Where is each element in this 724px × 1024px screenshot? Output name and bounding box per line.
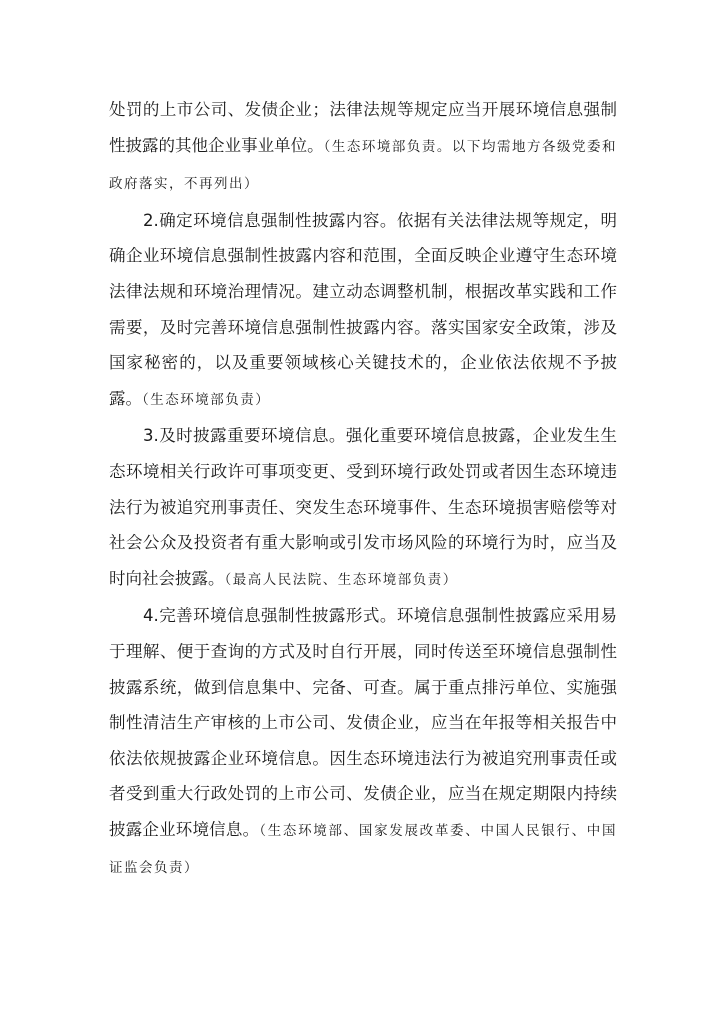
paragraph-text: 2.确定环境信息强制性披露内容。依据有关法律法规等规定，明确企业环境信息强制性披露内容和范围，全面反映企业遵守生态环境法律法规和环境治理情况。建立动态调整机制，根据改革实践和工作需要，及时完善环境信息强制性披露内容。落实国家安全政策，涉及国家秘密的，以及重要领域核心关键技术的，企业依法依规不予披露。: [109, 210, 617, 408]
document-body: [109, 92, 617, 887]
paragraph-item-3: [109, 418, 617, 598]
responsibility-note: （最高人民法院、生态环境部负责）: [224, 571, 458, 588]
responsibility-note: （生态环境部、国家发展改革委、中国人民银行、中国证监会负责）: [109, 822, 618, 877]
paragraph-text: 3.及时披露重要环境信息。强化重要环境信息披露，企业发生生态环境相关行政许可事项变更、受到环境行政处罚或者因生态环境违法行为被追究刑事责任、突发生态环境事件、生态环境损害赔偿等对社会公众及投资者有重大影响或引发市场风险的环境行为时，应当及时向社会披露。: [109, 426, 617, 588]
responsibility-note: （生态环境部负责）: [142, 391, 271, 408]
paragraph-continuation: [109, 92, 617, 203]
paragraph-item-2: [109, 203, 617, 419]
paragraph-text: 处罚的上市公司、发债企业；法律法规等规定应当开展环境信息强制性披露的其他企业事业单位。: [109, 100, 617, 155]
responsibility-note: （生态环境部负责。以下均需地方各级党委和政府落实，不再列出）: [109, 138, 618, 193]
paragraph-text: 4.完善环境信息强制性披露形式。环境信息强制性披露应采用易于理解、便于查询的方式及时自行开展，同时传送至环境信息强制性披露系统，做到信息集中、完备、可查。属于重点排污单位、实施强制性清洁生产审核的上市公司、发债企业，应当在年报等相关报告中依法依规披露企业环境信息。因生态环境违法行为被追究刑事责任或者受到重大行政处罚的上市公司、发债企业，应当在规定期限内持续披露企业环境信息。: [109, 606, 617, 839]
paragraph-item-4: [109, 598, 617, 887]
